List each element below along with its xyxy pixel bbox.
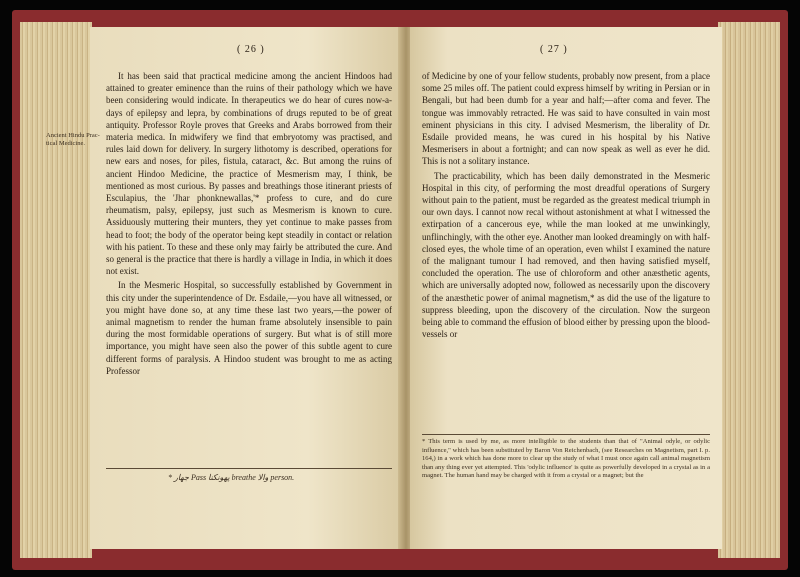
left-footnote: * جهار Pass پهونکنا breathe والا person. xyxy=(168,473,295,482)
right-page-number: ( 27 ) xyxy=(540,44,568,55)
right-footnote-rule xyxy=(422,434,710,435)
right-paragraph: The practicability, which has been daily demonstrated in the Mesmeric Hospital in this city, of performing the most dreadful operations of Surgery without pain to the patient, must be regarded as the greatest medical triumph in our own days. I cannot now recal without astonishment at what I witnessed the extirpation of a cancerous eye, while the man looked at me unwinkingly, unflinchingly, with the other eye. Another man looked dreamingly on with half-closed eyes, the whole time of an operation, even whilst I examined the nature of the malignant tumour I had removed, and then having satisfied myself, concluded the operation. The use of chloroform and other anæsthetic agents, which are universally adopted now, followed as necessarily upon the discovery of the anæsthetic power of animal magnetism,* as did the use of the ligature to suppress bleeding, upon the discovery of the circulation. Now the surgeon being able to command the effusion of blood either by pressing upon the blood-vessels or xyxy=(422,170,710,340)
margin-note: Ancient Hindu Prac-tical Medicine. xyxy=(46,132,100,147)
right-paragraph: of Medicine by one of your fellow students, probably now present, from a place some 25 miles off. The patient could express himself by writing in Persian or in Bengali, but had been dumb for a year and half;—after coma and fever. The tongue was immovably retracted. He was said to have consulted in vain most eminent physicians in this city. I advised Mesmerism, the liberality of Dr. Esdaile provided means, he was cured in his hospital by his Native Mesmerisers in about a fortnight; and can now speak as well as ever he did. This is not a solitary instance. xyxy=(422,71,710,167)
right-page-edges xyxy=(718,22,780,558)
left-page-body xyxy=(106,70,392,377)
left-page-edges xyxy=(20,22,92,558)
left-footnote-rule xyxy=(106,468,392,469)
right-page-body xyxy=(422,70,710,340)
left-page-number: ( 26 ) xyxy=(237,44,265,55)
right-footnote: * This term is used by me, as more intelligible to the students than that of "Animal odyle, or odylic influence," which has been substituted by Baron Von Reichenbach, (see Researches on Magnetism, part I. p. 164,) in a work which has done more to clear up the study of what I must once again call animal magnetism than any thing ever yet attempted. This 'odylic influence' is quite as powerfully developed in a crystal as in a magnet. The human hand may be charged with it from a crystal or a magnet; but the xyxy=(422,438,710,480)
left-paragraph: In the Mesmeric Hospital, so successfully established by Government in this city under the superintendence of Dr. Esdaile,—you have all witnessed, or you might have done so, at any time these last two years,—the power of animal magnetism to render the human frame absolutely insensible to pain during the most formidable operations of surgery. But what is of still more importance, you might have seen also the power of this subtle agent to cure different forms of paralysis. A Hindoo student was brought to me as acting Professor xyxy=(106,280,392,376)
left-paragraph: It has been said that practical medicine among the ancient Hindoos had attained to greater eminence than the ruins of their pathology which we have been considering would indicate. In therapeutics we do hear of cures now-a-days of epilepsy and lepra, by combinations of drugs reputed to be of great antiquity. Professor Royle proves that Greeks and Arabs borrowed from their materia medica. In midwifery we find that embryotomy was practised, and rules laid down for delivery. In surgery lithotomy is described, operations for new ears and noses, for piles, fistula, cataract, &c. But among the ruins of ancient Hindoo Medicine, the practice of Mesmerism may, I think, be mentioned as most curious. By passes and breathings those itinerant priests of Esculapius, the 'Jhar phonknewallas,'* profess to cure, and do cure rheumatism, palsy, epilepsy, just such as Mesmerism is known to cure. Assiduously muttering their munters, they yet continue to make passes from head to foot; the body of the operator being kept steadily in contact or relation with his patient. To these and these only may fairly be attributed the cure. And so general is the practice that there is hardly a village in India, in which it does not exist. xyxy=(106,71,392,277)
